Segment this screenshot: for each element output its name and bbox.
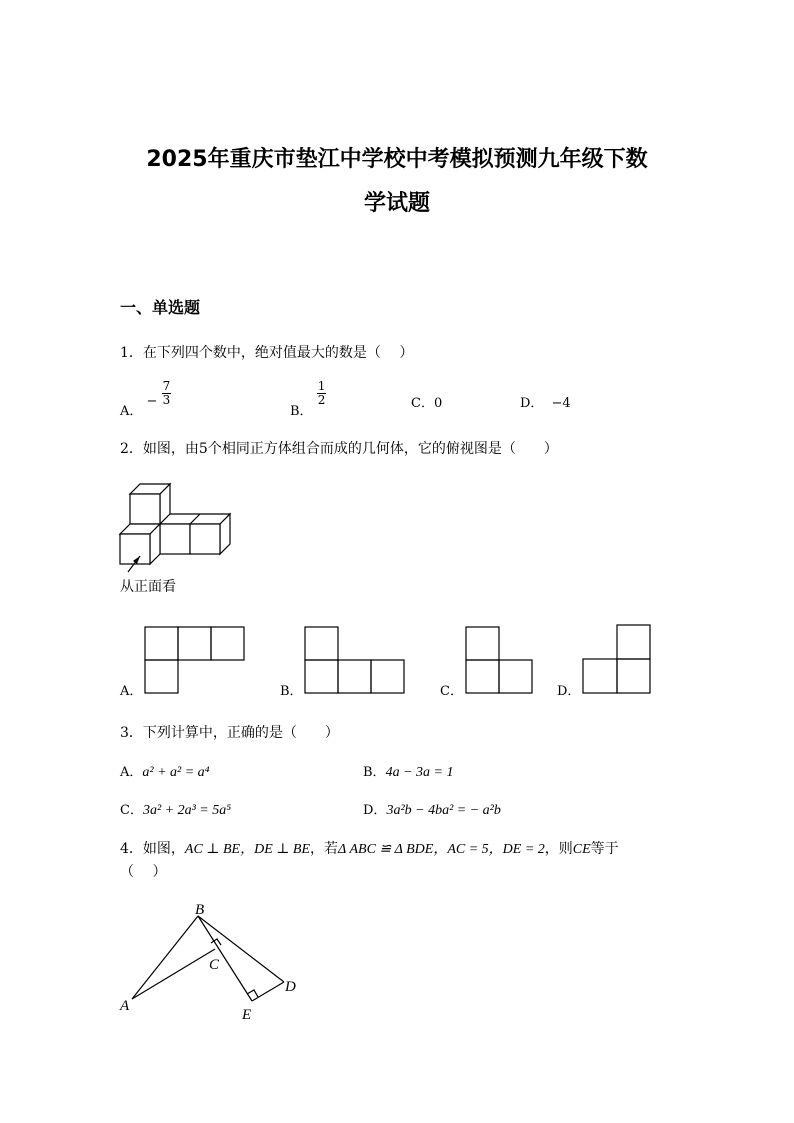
- stem-text: ，则: [544, 841, 573, 857]
- document-title-line1: 2025年重庆市垫江中学校中考模拟预测九年级下数: [146, 147, 648, 172]
- fraction-one-half: [317, 380, 327, 407]
- option-letter: A．: [120, 404, 143, 419]
- cube-solid-figure: [118, 482, 238, 567]
- stem-math: AC ⊥ BE，DE ⊥ BE: [184, 842, 311, 857]
- segment-ac: [132, 949, 215, 999]
- minus-sign: −: [146, 394, 158, 409]
- option-letter: B．: [290, 404, 313, 419]
- q1-option-a: [120, 379, 171, 419]
- cube-front-face: [120, 534, 150, 564]
- option-expression: 3a²b − 4ba² = − a²b: [386, 803, 501, 818]
- q3-option-c: [120, 799, 231, 819]
- q2-option-a-letter: A．: [120, 684, 143, 699]
- stem-text: ，若: [310, 841, 339, 857]
- question-1-stem: 1．在下列四个数中，绝对值最大的数是（ ）: [120, 345, 414, 361]
- front-view-caption: 从正面看: [120, 579, 176, 595]
- option-letter: A．: [120, 765, 143, 780]
- q2-option-b-figure: [304, 626, 406, 694]
- vertex-label-d: D: [285, 979, 296, 995]
- stem-text: 等于: [590, 841, 619, 857]
- stem-math: Δ ABC ≌ Δ BDE，AC = 5，DE = 2: [338, 842, 545, 857]
- option-letter: C．: [120, 803, 143, 818]
- q1-option-c: [411, 392, 442, 411]
- q2-option-d-letter: D．: [557, 684, 581, 699]
- triangle-figure: [115, 898, 315, 1028]
- segment-ed: [252, 982, 284, 1001]
- q2-option-a-figure: [144, 626, 246, 694]
- q2-option-b-letter: B．: [280, 684, 303, 699]
- option-expression: a² + a² = a⁴: [142, 765, 210, 780]
- vertex-label-b: B: [195, 902, 205, 918]
- q1-option-b: [290, 379, 326, 419]
- option-letter: D．: [520, 396, 544, 411]
- fraction-numerator: 7: [162, 379, 171, 393]
- vertex-label-c: C: [209, 957, 220, 973]
- fraction-denominator: 3: [162, 393, 171, 407]
- option-expression: 3a² + 2a³ = 5a⁵: [142, 803, 232, 818]
- cube-front-face: [160, 524, 190, 554]
- option-letter: B．: [363, 765, 386, 780]
- section-heading: 一、单选题: [120, 298, 201, 317]
- option-expression: 4a − 3a = 1: [385, 765, 454, 780]
- q2-option-d-figure: [582, 624, 652, 694]
- option-value: 0: [433, 396, 443, 411]
- segment-ab: [132, 916, 198, 999]
- fraction-denominator: 2: [317, 393, 326, 407]
- option-letter: C．: [411, 396, 434, 411]
- fraction-seven-thirds: [162, 380, 172, 407]
- cube-front-face: [130, 494, 160, 524]
- document-title-line2: 学试题: [363, 191, 430, 216]
- stem-prefix: 4．如图，: [120, 841, 185, 857]
- fraction-numerator: 1: [317, 379, 326, 393]
- cube-front-face: [190, 524, 220, 554]
- q1-option-d: [520, 392, 571, 411]
- option-value: −4: [551, 396, 571, 411]
- vertex-label-e: E: [242, 1007, 252, 1023]
- q2-option-c-figure: [465, 626, 535, 694]
- question-3-stem: 3．下列计算中，正确的是（ ）: [120, 725, 339, 741]
- q2-option-c-letter: C．: [440, 684, 463, 699]
- q3-option-d: [363, 799, 501, 819]
- q3-option-a: [120, 761, 210, 781]
- q3-option-b: [363, 761, 453, 781]
- question-4-answer-blank: （ ）: [120, 864, 167, 880]
- question-2-stem: 2．如图，由5个相同正方体组合而成的几何体，它的俯视图是（ ）: [120, 441, 558, 457]
- stem-math: CE: [572, 842, 591, 857]
- question-4-stem: [120, 838, 619, 858]
- segment-be: [198, 916, 252, 1001]
- option-letter: D．: [363, 803, 387, 818]
- vertex-label-a: A: [120, 998, 130, 1014]
